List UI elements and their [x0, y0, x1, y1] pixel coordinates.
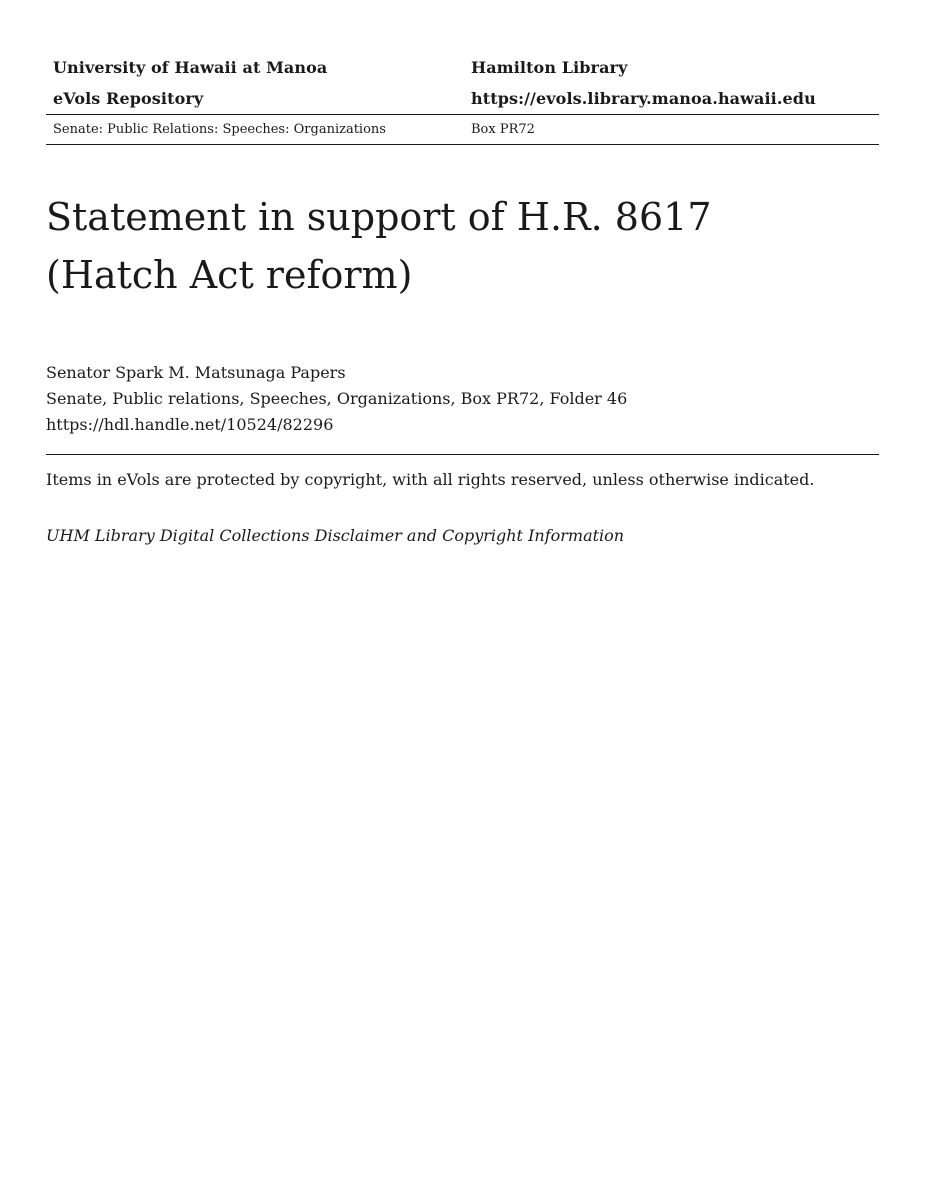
- header-row-3: [46, 115, 879, 144]
- disclaimer-link[interactable]: UHM Library Digital Collections Disclaimer and Copyright Information: [46, 526, 625, 545]
- rights-statement: Items in eVols are protected by copyright, with all rights reserved, unless otherwise indicated.: [46, 470, 815, 489]
- box-label: Box PR72: [471, 122, 535, 137]
- repository-name: eVols Repository: [53, 89, 204, 108]
- metadata-divider: [46, 454, 879, 455]
- collection-path: Senate: Public Relations: Speeches: Organizations: [53, 122, 386, 137]
- document-title: [46, 188, 879, 304]
- collection-name: Senator Spark M. Matsunaga Papers: [46, 363, 346, 382]
- document-title-line-1: Statement in support of H.R. 8617: [46, 195, 712, 239]
- institution-name: University of Hawaii at Manoa: [53, 58, 328, 77]
- header-divider-bottom: [46, 144, 879, 145]
- document-title-line-2: (Hatch Act reform): [46, 253, 413, 297]
- repository-header: [46, 52, 879, 145]
- document-metadata: [46, 360, 879, 438]
- header-row-1: [46, 52, 879, 83]
- handle-url: https://hdl.handle.net/10524/82296: [46, 415, 334, 434]
- repository-url: https://evols.library.manoa.hawaii.edu: [471, 89, 816, 108]
- header-row-2: [46, 83, 879, 114]
- library-name: Hamilton Library: [471, 58, 628, 77]
- folder-location: Senate, Public relations, Speeches, Organizations, Box PR72, Folder 46: [46, 389, 628, 408]
